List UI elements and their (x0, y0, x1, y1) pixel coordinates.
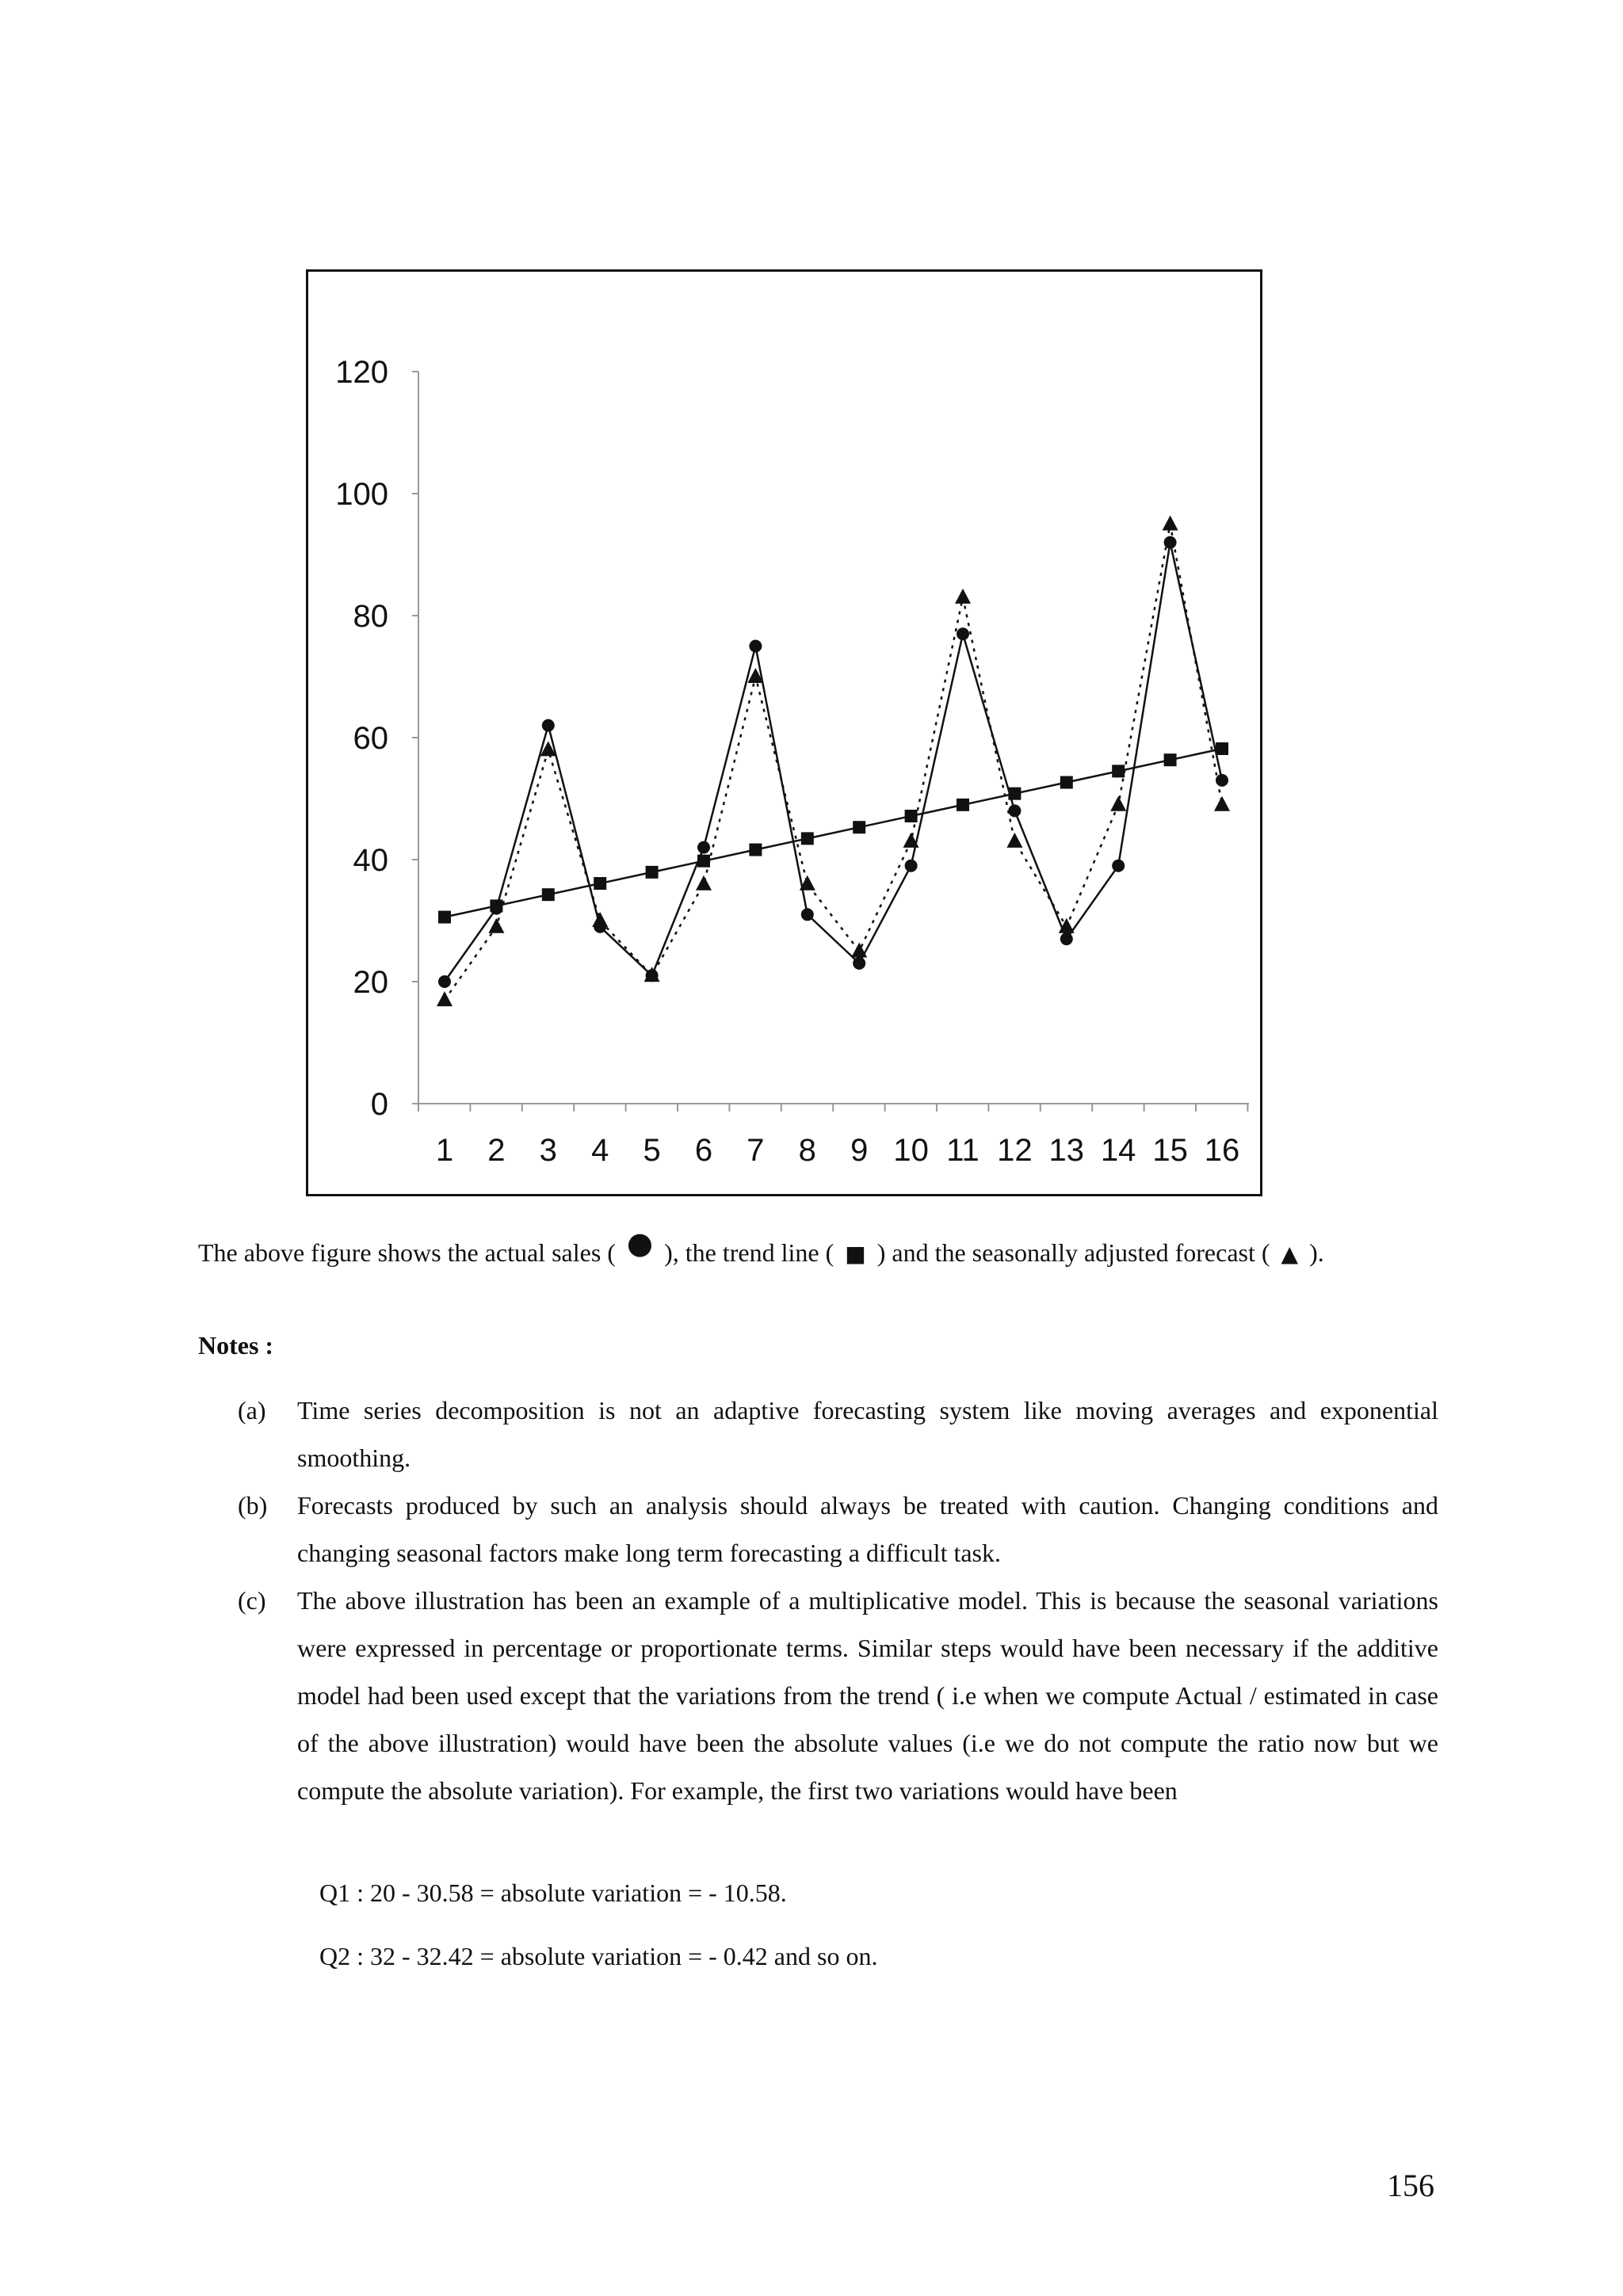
caption-part-2: ), the trend line ( (664, 1238, 834, 1267)
x-tick-label: 3 (539, 1133, 557, 1168)
x-tick-label: 10 (893, 1133, 929, 1168)
notes-list (238, 1386, 1438, 1814)
x-tick-label: 16 (1204, 1133, 1240, 1168)
y-tick-label: 20 (353, 965, 388, 1000)
x-tick-label: 15 (1152, 1133, 1188, 1168)
y-tick-label: 0 (370, 1087, 388, 1122)
trend-point (594, 877, 606, 890)
note-text: Time series decomposition is not an adaptive forecasting system like moving averages and exponential smoothing. (297, 1396, 1438, 1472)
trend-point (749, 844, 762, 856)
line-chart (308, 272, 1260, 1194)
trend-point (542, 888, 555, 901)
chart-frame (306, 269, 1262, 1196)
forecast-point (696, 875, 712, 891)
actual-sales-point (1060, 933, 1073, 945)
trend-point (853, 821, 865, 833)
y-tick-label: 40 (353, 843, 388, 878)
caption-part-4: ). (1309, 1238, 1324, 1267)
forecast-point (488, 918, 504, 933)
trend-point (1008, 788, 1021, 800)
actual-sales-point (749, 640, 762, 653)
trend-point (490, 899, 502, 912)
x-tick-label: 1 (435, 1133, 454, 1168)
actual-sales-point (1216, 774, 1228, 787)
x-tick-label: 12 (997, 1133, 1033, 1168)
figure-caption (198, 1226, 1434, 1273)
q2-variation: Q2 : 32 - 32.42 = absolute variation = - 0.42 and so on. (319, 1942, 878, 1970)
forecast-point (1006, 833, 1022, 848)
trend-point (905, 810, 918, 822)
x-tick-label: 4 (591, 1133, 609, 1168)
trend-point (438, 911, 451, 924)
note-text: Forecasts produced by such an analysis should always be treated with caution. Changing conditions and changing seasonal factors make long term forecasting a difficult task. (297, 1491, 1438, 1567)
square-marker-icon: ■ (845, 1241, 866, 1267)
actual-sales-point (801, 908, 814, 921)
forecast-point (1214, 796, 1230, 811)
caption-part-1: The above figure shows the actual sales ( (198, 1238, 616, 1267)
note-a (238, 1386, 1438, 1482)
note-text: The above illustration has been an example of a multiplicative model. This is because the seasonal variations were expressed in percentage or proportionate terms. Similar steps would have been necessary if the additive model had been used except that the variations from the trend ( i.e when we compute Actual / estimated in case of the above illustration) would have been the absolute values (i.e we do not compute the ratio now but we compute the absolute variation). For example, the first two variations would have been (297, 1586, 1438, 1805)
x-tick-label: 5 (643, 1133, 661, 1168)
trend-point (697, 855, 710, 868)
caption-part-3: ) and the seasonally adjusted forecast ( (876, 1238, 1270, 1267)
forecast-point (1110, 796, 1126, 811)
y-tick-label: 60 (353, 721, 388, 756)
forecast-point (955, 589, 971, 604)
forecast-point (1163, 516, 1178, 531)
x-tick-label: 8 (798, 1133, 816, 1168)
actual-sales-point (1164, 536, 1177, 549)
x-tick-label: 11 (946, 1133, 980, 1168)
note-b (238, 1482, 1438, 1577)
actual-sales-point (853, 957, 865, 970)
y-tick-label: 80 (353, 599, 388, 634)
y-tick-label: 120 (335, 355, 388, 390)
actual-sales-point (1112, 860, 1125, 872)
actual-sales-point (957, 627, 969, 640)
actual-sales-point (1008, 804, 1021, 817)
note-letter: (c) (238, 1586, 266, 1615)
q1-variation: Q1 : 20 - 30.58 = absolute variation = - 10.58. (319, 1878, 787, 1907)
forecast-point (592, 912, 608, 927)
x-tick-label: 14 (1100, 1133, 1136, 1168)
forecast-point (851, 943, 867, 958)
trend-point (1164, 753, 1177, 766)
trend-point (1216, 742, 1228, 755)
note-letter: (b) (238, 1491, 268, 1520)
trend-point (801, 832, 814, 845)
note-c (238, 1577, 1438, 1814)
circle-marker-icon: ● (626, 1226, 654, 1261)
actual-sales-point (697, 841, 710, 854)
x-tick-label: 7 (747, 1133, 765, 1168)
notes-heading: Notes : (198, 1331, 274, 1360)
note-letter: (a) (238, 1396, 266, 1425)
actual-sales-point (542, 719, 555, 732)
series-line-triangle (445, 524, 1222, 1001)
trend-point (1060, 776, 1073, 789)
x-tick-label: 6 (694, 1133, 713, 1168)
page-number: 156 (1387, 2168, 1434, 2203)
triangle-marker-icon: ▲ (1281, 1241, 1299, 1267)
forecast-point (437, 991, 453, 1006)
actual-sales-point (905, 860, 918, 872)
series-line-circle (445, 543, 1222, 982)
x-tick-label: 2 (487, 1133, 506, 1168)
y-tick-label: 100 (335, 477, 388, 512)
x-tick-label: 13 (1048, 1133, 1085, 1168)
trend-point (1112, 765, 1125, 777)
trend-point (957, 799, 969, 811)
trend-point (646, 866, 659, 879)
x-tick-label: 9 (850, 1133, 869, 1168)
actual-sales-point (438, 975, 451, 988)
